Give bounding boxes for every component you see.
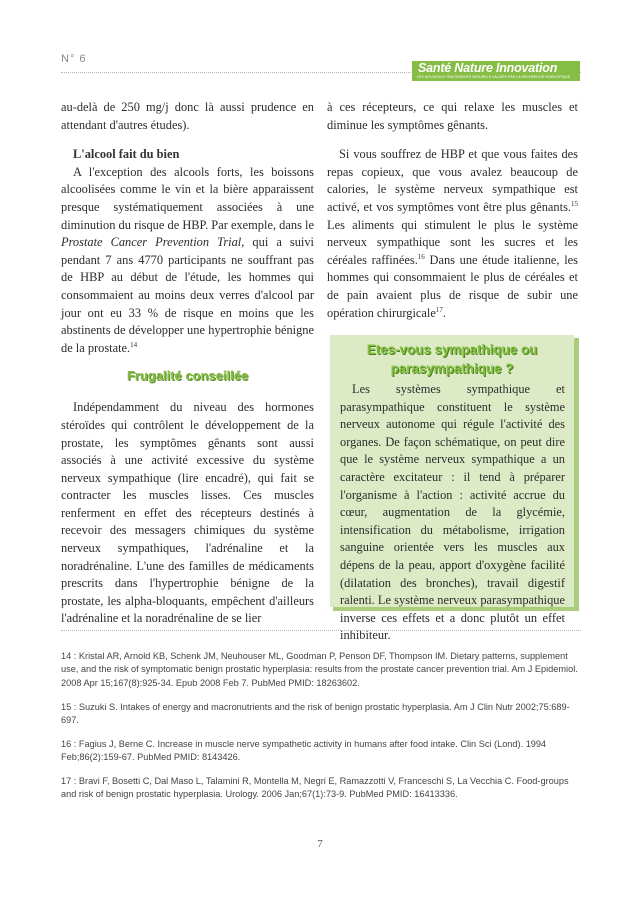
page-number: 7 [317, 838, 323, 850]
section-heading-frugality: Frugalité conseillée [126, 368, 249, 384]
brand-tagline: LES NOUVEAUX TRAITEMENTS NATURELS VALIDÉS PAR LA RECHERCHE SCIENTIFIQUE [417, 75, 571, 79]
left-paragraph-2-text-b: , qui a suivi pendant 7 ans 4770 participants ne souffrant pas de HBP au début de l'étude, les hommes qui consommaient au moins deux verres d'alcool par jour ont eu 33 % de risque en moins que les abstinents de développer une hypertrophie bénigne de la prostate. [61, 235, 315, 355]
subheading-alcohol: L'alcool fait du bien [73, 147, 180, 162]
left-paragraph-2-text-a: A l'exception des alcools forts, les boissons alcoolisées comme le vin et la bière apparaissent presque systématiquement associées à une diminution du risque de HBP. Par exemple, dans le [61, 164, 314, 232]
brand-name: Santé Nature Innovation [418, 61, 558, 75]
sidebar-body: Les systèmes sympathique et parasympathique constituent le système nerveux autonome qui régule l'activité des organes. De façon schématique, on peut dire que le système nerveux sympathique a un caractère excitateur : il tend à préparer l'organisme à l'action : activité accrue du cœur, augmentation de la glycémie, intensification du métabolisme, irrigation sanguine orientée vers les muscles aux dépens de la peau, apport d'oxygène facilité (dilatation des bronches), travail digestif ralenti. Le système nerveux parasympathique inverse ces effets et a donc plutôt un effet inhibiteur. [340, 382, 565, 643]
left-column [61, 99, 314, 628]
brand-logo [412, 61, 580, 81]
right-paragraph-1: à ces récepteurs, ce qui relaxe les muscles et diminue les symptômes gênants. [327, 100, 578, 132]
right-paragraph-2-text-c: Dans une étude italienne, les hommes qui consommaient le plus de céréales et de pain avaient plus de risque de subir une opération chirurgicale [327, 252, 578, 320]
sidebar-title: Etes-vous sympathique ou parasympathique ? [366, 342, 538, 376]
right-column [327, 99, 578, 322]
left-paragraph-3: Indépendamment du niveau des hormones stéroïdes qui contrôlent le développement de la prostate, les symptômes gênants sont aussi associés à une activité excessive du système nerveux sympathique (lire encadré), qui fait se contracter les muscles lisses. Ces muscles renferment en effet des récepteurs destinés à recevoir des messagers chimiques du système nerveux sympathiques, l'adrénaline et la noradrénaline. L'une des familles de médicaments prescrits dans l'hypertrophie bénigne de la prostate, les alpha-bloquants, empêchent d'ailleurs l'adrénaline et la noradrénaline de se lier [61, 400, 314, 626]
ref-14: 14 [130, 340, 138, 349]
ref-15: 15 [571, 199, 578, 208]
left-paragraph-1: au-delà de 250 mg/j donc là aussi prudence en attendant d'autres études). [61, 100, 314, 132]
ref-17: 17 [435, 305, 443, 314]
ref-16: 16 [417, 252, 425, 261]
right-paragraph-2-text-d: . [442, 305, 446, 320]
footnote-14: 14 : Kristal AR, Arnold KB, Schenk JM, Neuhouser ML, Goodman P, Penson DF, Thompson IM. Dietary patterns, supplement use, and the risk of symptomatic benign prostatic hyperplasia: results from the prostate cancer prevention trial. Am J Epidemiol. 2008 Apr 15;167(8):925-34. Epub 2008 Feb 7. PubMed PMID: 18263602. [61, 651, 578, 688]
footnote-16: 16 : Fagius J, Berne C. Increase in muscle nerve sympathetic activity in humans after food intake. Clin Sci (Lond). 1994 Feb;86(2):159-67. PubMed PMID: 8143426. [61, 739, 547, 763]
footnote-15: 15 : Suzuki S. Intakes of energy and macronutrients and the risk of benign prostatic hyperplasia. Am J Clin Nutr 2002;75:689-697. [61, 702, 570, 726]
right-paragraph-2-text-a: Si vous souffrez de HBP et que vous faites des repas copieux, que vous avalez beaucoup de calories, le système nerveux sympathique est activé, et vos symptômes vont être plus gênants. [327, 147, 578, 214]
footnote-divider [61, 630, 581, 631]
left-paragraph-2 [61, 164, 314, 358]
trial-name: Prostate Cancer Prevention Trial [61, 235, 242, 250]
footnote-17: 17 : Bravi F, Bosetti C, Dal Maso L, Talamini R, Montella M, Negri E, Ramazzotti V, Franceschi S, La Vecchia C. Food-groups and risk of benign prostatic hyperplasia. Urology. 2006 Jan;67(1):73-9. PubMed PMID: 16413336. [61, 776, 569, 800]
right-paragraph-2 [327, 146, 578, 322]
sidebar-box [330, 335, 574, 643]
right-paragraph-2-text-b: Les aliments qui stimulent le plus le système nerveux sympathique sont les sucres et les céréales raffinées. [327, 217, 578, 267]
issue-number: N° 6 [61, 53, 87, 65]
